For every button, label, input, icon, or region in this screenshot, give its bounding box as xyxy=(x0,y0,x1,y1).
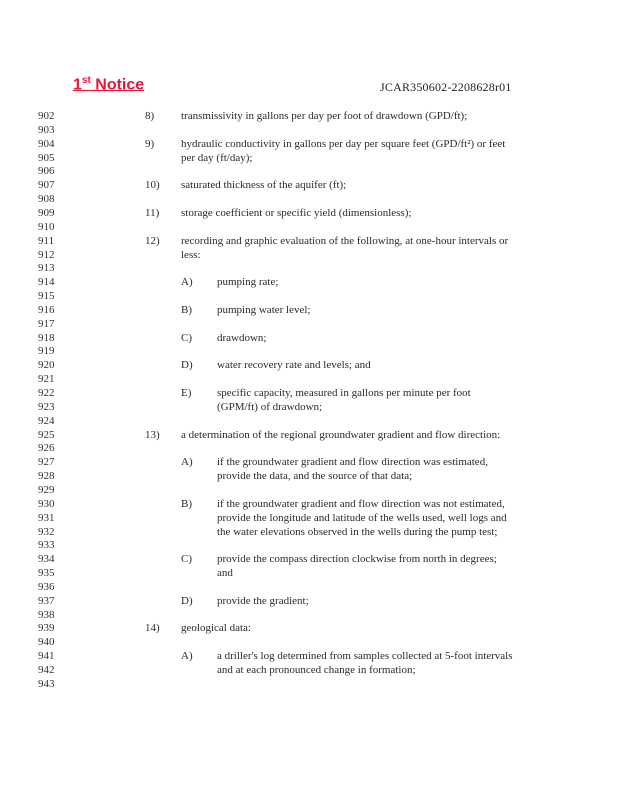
line-number: 928 xyxy=(38,470,55,483)
line-number: 930 xyxy=(38,497,55,510)
line-number: 923 xyxy=(38,400,55,413)
item-text-line: specific capacity, measured in gallons per minute per foot xyxy=(217,387,471,399)
line-number: 909 xyxy=(38,206,55,219)
item-text-line: a determination of the regional groundwater gradient and flow direction: xyxy=(181,428,501,441)
item-text-line: if the groundwater gradient and flow direction was not estimated, xyxy=(217,497,505,510)
line-number: 905 xyxy=(38,151,55,164)
line-number: 937 xyxy=(38,594,55,607)
item-label: 8) xyxy=(145,110,155,122)
line-number: 915 xyxy=(38,290,55,303)
line-number: 908 xyxy=(38,193,55,206)
line-number: 943 xyxy=(38,677,55,690)
line-number: 931 xyxy=(38,511,55,524)
line-number: 903 xyxy=(38,123,55,136)
item-label: 12) xyxy=(145,234,160,247)
line-number: 907 xyxy=(38,179,55,192)
item-text-line: storage coefficient or specific yield (dimensionless); xyxy=(181,206,412,219)
first-notice-heading xyxy=(73,75,144,94)
item-label: 9) xyxy=(145,137,155,150)
item-text-line: provide the compass direction clockwise from north in degrees; xyxy=(217,553,497,566)
item-label: B) xyxy=(181,497,192,510)
item-label: 10) xyxy=(145,179,160,192)
item-text-line: if the groundwater gradient and flow direction was estimated, xyxy=(217,456,488,469)
line-number: 940 xyxy=(38,636,55,649)
item-text-line: drawdown; xyxy=(217,331,267,344)
line-number: 911 xyxy=(38,234,55,247)
item-label: E) xyxy=(181,387,192,399)
item-label: B) xyxy=(181,303,192,316)
document-id: JCAR350602-2208628r01 xyxy=(380,80,512,94)
item-text-line: provide the longitude and latitude of the wells used, well logs and xyxy=(217,511,507,524)
line-number: 941 xyxy=(38,650,55,663)
item-text-line: the water elevations observed in the wells during the pump test; xyxy=(217,525,498,538)
line-number: 910 xyxy=(38,220,55,233)
line-number: 932 xyxy=(38,525,55,538)
line-number: 927 xyxy=(38,456,55,469)
item-text-line: provide the gradient; xyxy=(217,594,309,607)
line-number: 912 xyxy=(38,248,55,261)
line-number: 918 xyxy=(38,331,55,344)
item-label: A) xyxy=(181,650,193,663)
line-number: 917 xyxy=(38,317,55,330)
line-number: 934 xyxy=(38,553,55,566)
notice-suffix: st xyxy=(81,75,91,86)
item-text-line: pumping rate; xyxy=(217,276,279,289)
item-text-line: recording and graphic evaluation of the following, at one-hour intervals or xyxy=(181,234,509,247)
line-number: 942 xyxy=(38,664,55,676)
item-label: D) xyxy=(181,359,193,372)
item-text-line: transmissivity in gallons per day per foot of drawdown (GPD/ft); xyxy=(181,110,468,122)
line-number: 929 xyxy=(38,483,55,496)
item-text-line: a driller's log determined from samples collected at 5-foot intervals xyxy=(217,650,513,663)
item-label: C) xyxy=(181,553,192,566)
item-label: 14) xyxy=(145,622,160,635)
item-text-line: saturated thickness of the aquifer (ft); xyxy=(181,179,347,192)
line-number: 924 xyxy=(38,414,55,427)
line-number: 916 xyxy=(38,303,55,316)
item-text-line: provide the data, and the source of that data; xyxy=(217,470,413,483)
item-label: D) xyxy=(181,594,193,607)
line-number: 921 xyxy=(38,373,55,386)
item-label: C) xyxy=(181,331,192,344)
item-text-line: and at each pronounced change in formation; xyxy=(217,664,416,676)
notice-number: 1 xyxy=(73,76,82,94)
line-number: 926 xyxy=(38,442,55,455)
item-text-line: water recovery rate and levels; and xyxy=(217,359,371,372)
line-number: 936 xyxy=(38,580,55,593)
item-label: A) xyxy=(181,456,193,469)
item-text-line: pumping water level; xyxy=(217,303,311,316)
line-number: 925 xyxy=(38,428,55,441)
line-number: 902 xyxy=(38,110,55,122)
line-number: 939 xyxy=(38,622,55,635)
item-text-line: and xyxy=(217,567,233,580)
line-number: 906 xyxy=(38,165,55,178)
notice-word: Notice xyxy=(95,76,145,94)
item-text-line: (GPM/ft) of drawdown; xyxy=(217,400,323,413)
line-number: 935 xyxy=(38,567,55,580)
item-text-line: per day (ft/day); xyxy=(181,151,253,164)
line-number: 904 xyxy=(38,137,55,150)
line-number: 919 xyxy=(38,345,55,358)
line-number: 920 xyxy=(38,359,55,372)
line-number: 938 xyxy=(38,608,55,621)
item-text-line: less: xyxy=(181,248,201,261)
line-number: 913 xyxy=(38,262,55,275)
item-label: A) xyxy=(181,276,193,289)
item-text-line: hydraulic conductivity in gallons per day per square feet (GPD/ft²) or feet xyxy=(181,137,506,150)
item-text-line: geological data: xyxy=(181,622,251,635)
line-number: 914 xyxy=(38,276,55,289)
line-number: 922 xyxy=(38,387,55,399)
item-label: 11) xyxy=(145,206,160,219)
line-number: 933 xyxy=(38,539,55,552)
item-label: 13) xyxy=(145,428,160,441)
